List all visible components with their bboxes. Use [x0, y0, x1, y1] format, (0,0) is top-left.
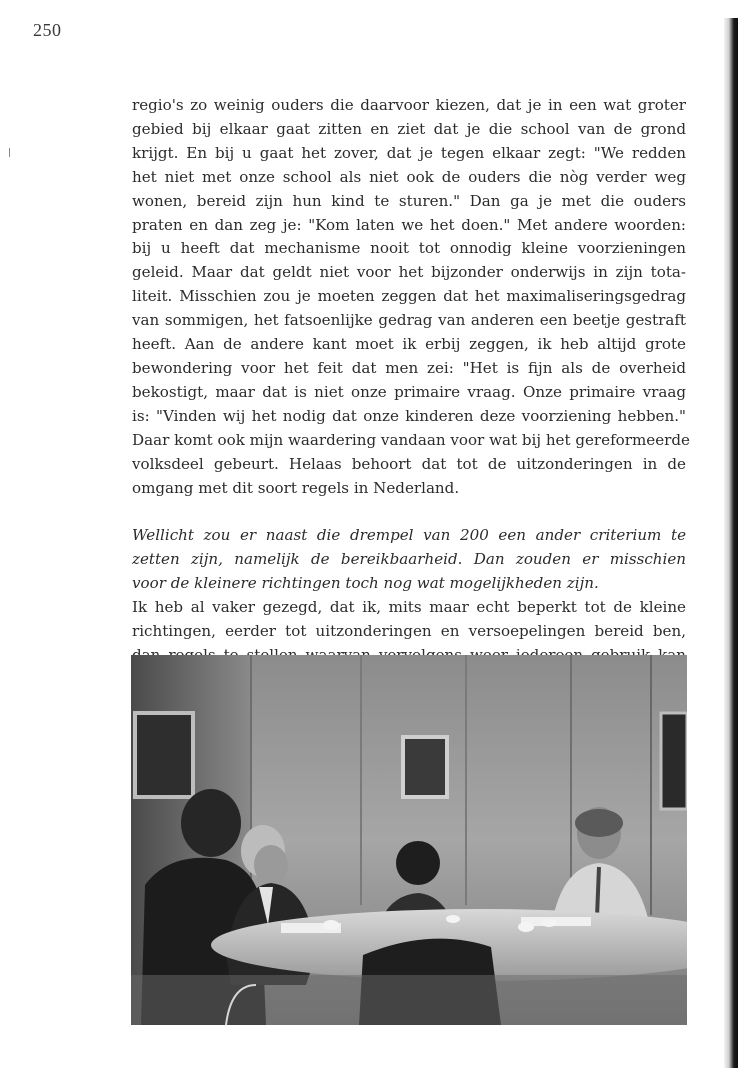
- text-line: van sommigen, het fatsoenlijke gedrag van anderen een beetje gestraft: [132, 311, 686, 330]
- text-line: praten en dan zeg je: "Kom laten we het doen." Met andere woorden:: [132, 215, 686, 234]
- meeting-photo-illustration: [131, 655, 687, 1025]
- question-line: zetten zijn, namelijk de bereikbaarheid. Dan zouden er misschien: [132, 550, 686, 569]
- text-line: wonen, bereid zijn hun kind te sturen." Dan ga je met die ouders: [132, 191, 686, 210]
- page-number: 250: [33, 20, 62, 40]
- text-line: bewondering voor het feit dat men zei: "Het is fijn als de overheid: [132, 358, 686, 377]
- text-line: regio's zo weinig ouders die daarvoor kiezen, dat je in een wat groter: [132, 96, 686, 114]
- meeting-photo: [131, 655, 687, 1025]
- paragraph-gap: [132, 500, 686, 524]
- page-edge-top: [724, 0, 738, 18]
- body-text: [132, 94, 690, 692]
- text-line: krijgt. En bij u gaat het zover, dat je tegen elkaar zegt: "We redden: [132, 143, 686, 162]
- text-line: richtingen, eerder tot uitzonderingen en versoepelingen bereid ben,: [132, 622, 686, 641]
- text-line: het niet met onze school als niet ook de ouders die nòg verder weg: [132, 167, 686, 186]
- question-line: Wellicht zou er naast die drempel van 200 een ander criterium te: [132, 526, 686, 545]
- text-line: volksdeel gebeurt. Helaas behoort dat tot de uitzonderingen in de: [132, 454, 686, 473]
- text-line: liteit. Misschien zou je moeten zeggen dat het maximaliseringsgedrag: [132, 287, 686, 306]
- text-line: heeft. Aan de andere kant moet ik erbij zeggen, ik heb altijd grote: [132, 335, 686, 354]
- text-line: bekostigt, maar dat is niet onze primaire vraag. Onze primaire vraag: [132, 382, 686, 401]
- question-paragraph: [132, 524, 686, 596]
- text-line: Ik heb al vaker gezegd, dat ik, mits maar echt beperkt tot de kleine: [132, 598, 686, 617]
- margin-mark: [9, 148, 10, 157]
- page-edge-shadow: [724, 0, 738, 1068]
- text-line: bij u heeft dat mechanisme nooit tot onnodig kleine voorzieningen: [132, 239, 686, 258]
- answer-paragraph-1: [132, 94, 690, 500]
- text-line: Daar komt ook mijn waardering vandaan voor wat bij het gereformeerde: [132, 430, 690, 449]
- text-line: geleid. Maar dat geldt niet voor het bijzonder onderwijs in zijn tota-: [132, 263, 686, 282]
- text-line: omgang met dit soort regels in Nederland.: [132, 478, 460, 497]
- text-line: gebied bij elkaar gaat zitten en ziet dat je die school van de grond: [132, 119, 686, 138]
- text-line: is: "Vinden wij het nodig dat onze kinderen deze voorziening hebben.": [132, 406, 686, 425]
- question-line: voor de kleinere richtingen toch nog wat mogelijkheden zijn.: [132, 574, 599, 593]
